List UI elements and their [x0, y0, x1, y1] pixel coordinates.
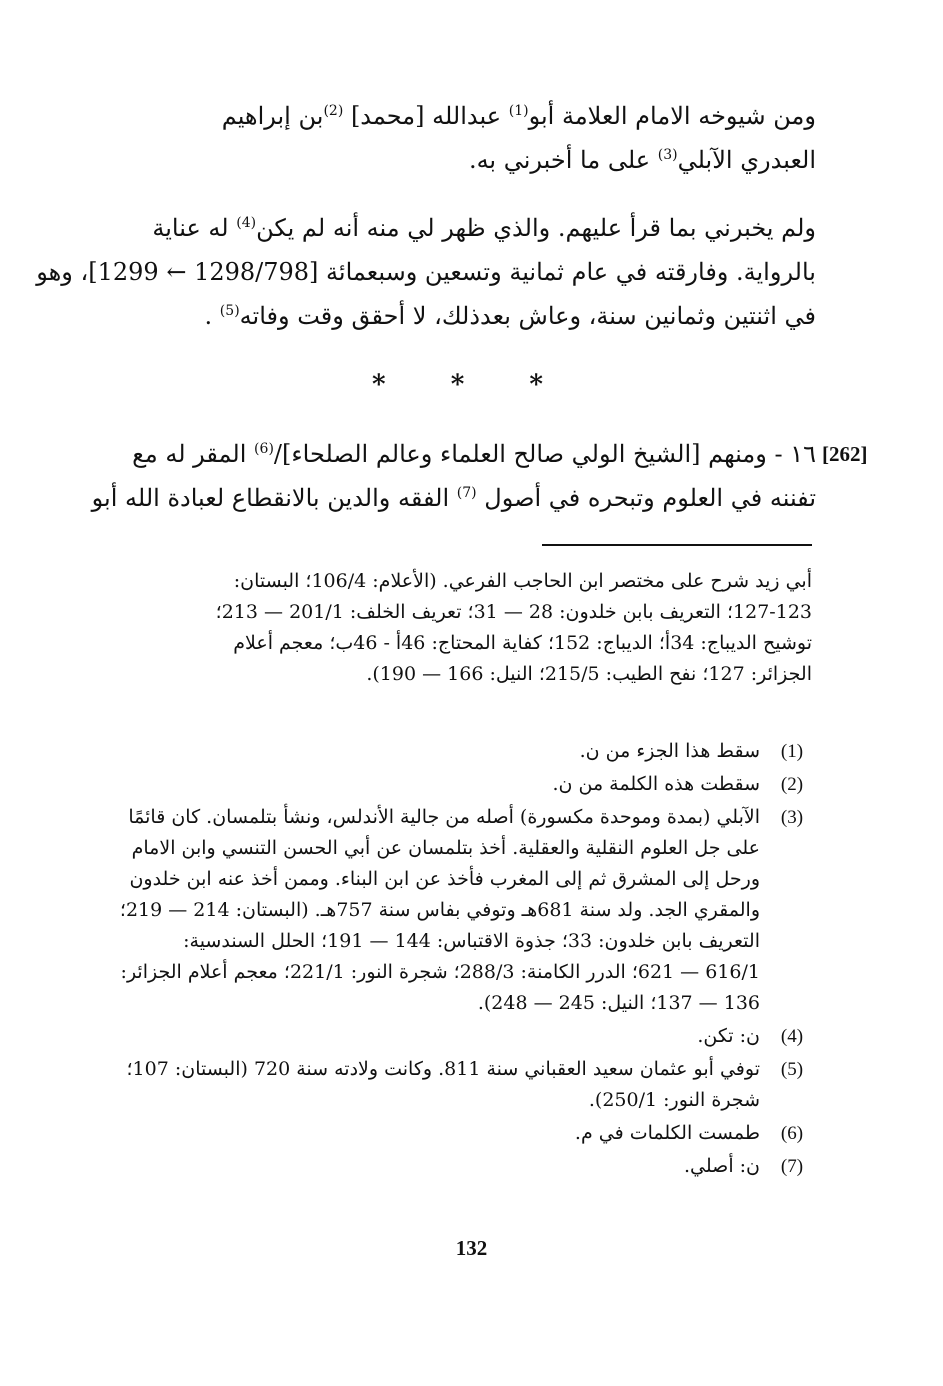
footnote-number: (5) [780, 1059, 804, 1080]
manuscript-folio-ref: [262] [822, 442, 868, 466]
paragraph-3 [91, 432, 816, 520]
footnote-continuation-line: 127-123؛ التعريف بابن خلدون: 28 — 31؛ تعريف الخلف: 201/1 — 213؛ [215, 601, 812, 623]
footnote-ref-5[interactable]: (5) [219, 303, 240, 319]
footnote-text: ورحل إلى المشرق ثم إلى المغرب فأخذ عن ابن البناء. وممن أخذ عنه ابن خلدون [129, 868, 760, 890]
footnote-text: شجرة النور: 250/1). [588, 1089, 760, 1111]
footnote-ref-3[interactable]: (3) [657, 147, 678, 163]
paragraph-3-line-2: تفننه في العلوم وتبحره في أصول $^{(7)}$ الفقه والدين بالانقطاع لعبادة الله أبو [91, 484, 816, 512]
footnote-3 [108, 802, 812, 1019]
footnote-number: (7) [780, 1156, 804, 1177]
footnote-6 [108, 1118, 812, 1149]
paragraph-2-line-2: بالرواية. وفارقته في عام ثمانية وتسعين وسبعمائة [1298/798 ← 1299]، وهو [36, 258, 816, 286]
footnote-text: الآبلي (بمدة وموحدة مكسورة) أصله من جالية الأندلس، ونشأ بتلمسان. كان قائمًا [128, 806, 760, 828]
footnote-5 [108, 1054, 812, 1116]
footnote-continuation-line: الجزائر: 127؛ نفح الطيب: 215/5؛ النيل: 166 — 190). [366, 663, 812, 685]
footnote-text: ن: تكن. [697, 1025, 760, 1047]
footnote-text: طمست الكلمات في م. [574, 1122, 760, 1144]
paragraph-1-line-1: ومن شيوخه الامام العلامة أبو$^{(1)}$ عبدالله [محمد] $^{(2)}$بن إبراهيم [221, 102, 816, 130]
footnote-number: (3) [780, 807, 804, 828]
paragraph-1 [108, 94, 816, 182]
footnote-4 [108, 1021, 812, 1052]
footnote-text: توفي أبو عثمان سعيد العقباني سنة 811. وكانت ولادته سنة 720 (البستان: 107؛ [126, 1058, 760, 1080]
section-separator: * * * [372, 370, 571, 400]
paragraph-2-line-1: ولم يخبرني بما قرأ عليهم. والذي ظهر لي منه أنه لم يكن$^{(4)}$ له عناية [152, 214, 816, 242]
footnote-1 [108, 736, 812, 767]
footnote-text: ن: أصلي. [684, 1155, 760, 1177]
paragraph-1-line-2: العبدري الآبلي$^{(3)}$ على ما أخبرني به. [468, 146, 816, 174]
footnotes-list [108, 736, 812, 1184]
footnote-text: سقط هذا الجزء من ن. [579, 740, 760, 762]
footnote-continuation [108, 566, 812, 690]
footnote-ref-4[interactable]: (4) [236, 215, 257, 231]
footnote-text: التعريف بابن خلدون: 33؛ جذوة الاقتباس: 144 — 191؛ الحلل السندسية: [183, 930, 760, 952]
paragraph-2-line-3: في اثنتين وثمانين سنة، وعاش بعدذلك، لا أحقق وقت وفاته$^{(5)}$ . [204, 302, 816, 330]
footnote-ref-2[interactable]: (2) [323, 103, 344, 119]
footnote-continuation-line: توشيح الديباج: 34أ؛ الديباج: 152؛ كفاية المحتاج: 46أ - 46ب؛ معجم أعلام [233, 632, 812, 654]
footnote-text: 136 — 137؛ النيل: 245 — 248). [477, 992, 760, 1014]
footnote-ref-6[interactable]: (6) [254, 441, 274, 457]
footnote-text: والمقري الجد. ولد سنة 681هـ وتوفي بفاس سنة 757هـ. (البستان: 214 — 219؛ [119, 899, 760, 921]
page-number: 132 [455, 1236, 488, 1260]
footnote-7 [108, 1151, 812, 1182]
footnote-continuation-line: أبي زيد شرح على مختصر ابن الحاجب الفرعي. (الأعلام: 106/4؛ البستان: [233, 570, 812, 592]
footnote-divider [542, 544, 812, 546]
footnote-text: 616/1 — 621؛ الدرر الكامنة: 288/3؛ شجرة النور: 221/1؛ معجم أعلام الجزائر: [120, 961, 760, 983]
footnote-number: (2) [780, 774, 804, 795]
paragraph-2 [36, 206, 816, 338]
footnote-number: (1) [780, 741, 804, 762]
footnote-ref-7[interactable]: (7) [456, 485, 477, 501]
footnote-number: (6) [780, 1123, 804, 1144]
footnote-2 [108, 769, 812, 800]
footnote-ref-1[interactable]: (1) [508, 103, 529, 119]
footnote-text: على جل العلوم النقلية والعقلية. أخذ بتلمسان عن أبي الحسن التنسي وابن الامام [131, 837, 760, 859]
paragraph-3-line-1: ١٦ - ومنهم [الشيخ الولي صالح العلماء وعالم الصلحاء]/$^{(6)}$ المقر له مع [132, 440, 816, 468]
footnote-number: (4) [780, 1026, 804, 1047]
footnote-text: سقطت هذه الكلمة من ن. [552, 773, 760, 795]
